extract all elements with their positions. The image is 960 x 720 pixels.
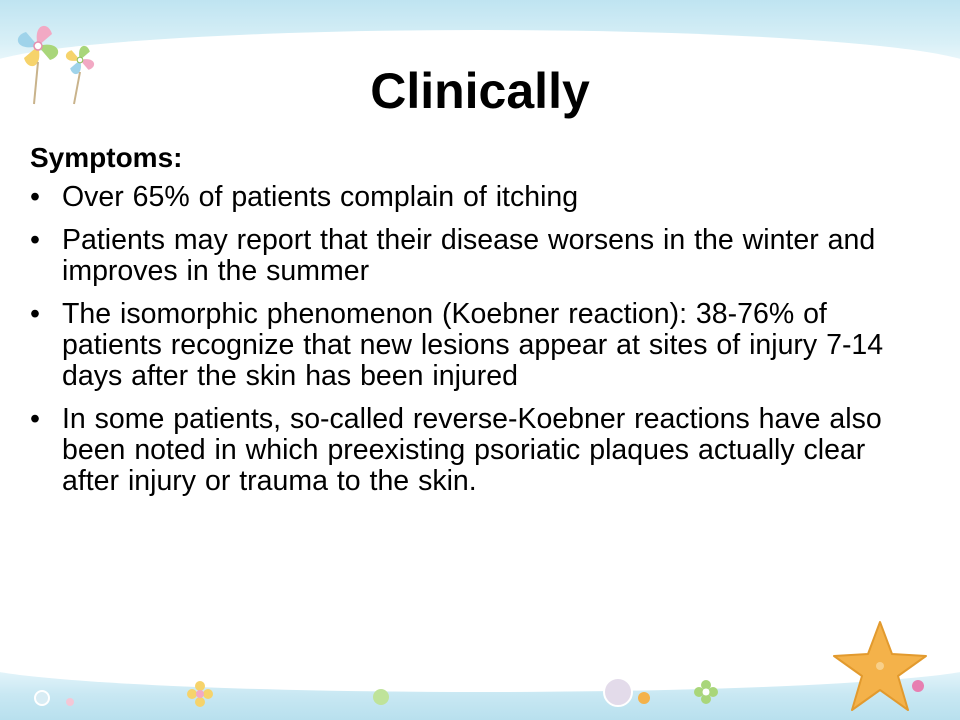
bullet-glyph: • <box>30 403 40 435</box>
flower-icon <box>180 674 220 714</box>
bullet-glyph: • <box>30 298 40 330</box>
list-item <box>30 182 930 213</box>
symptoms-heading: Symptoms: <box>30 142 183 173</box>
bullet-list <box>30 182 930 497</box>
list-item <box>30 299 930 392</box>
bullet-text: In some patients, so-called reverse-Koebner reactions have also been noted in which preexisting psoriatic plaques actually clear after injury or trauma to the skin. <box>62 403 882 497</box>
bullet-text: Patients may report that their disease worsens in the winter and improves in the summer <box>62 224 876 287</box>
bubble-icon <box>30 684 90 714</box>
slide-title: Clinically <box>370 63 590 119</box>
list-item <box>30 225 930 287</box>
bottom-border-wave <box>0 640 960 692</box>
bullet-text: Over 65% of patients complain of itching <box>62 181 579 213</box>
bubble-icon <box>366 682 396 712</box>
slide-body <box>30 140 930 509</box>
bullet-text: The isomorphic phenomenon (Koebner reaction): 38-76% of patients recognize that new lesions appear at sites of injury 7-14 days after the skin has been injured <box>62 298 884 392</box>
bubble-icon <box>904 672 934 702</box>
shell-icon <box>596 668 656 714</box>
list-item <box>30 404 930 497</box>
flower-icon <box>686 672 726 712</box>
bullet-glyph: • <box>30 224 40 256</box>
bullet-glyph: • <box>30 181 40 213</box>
